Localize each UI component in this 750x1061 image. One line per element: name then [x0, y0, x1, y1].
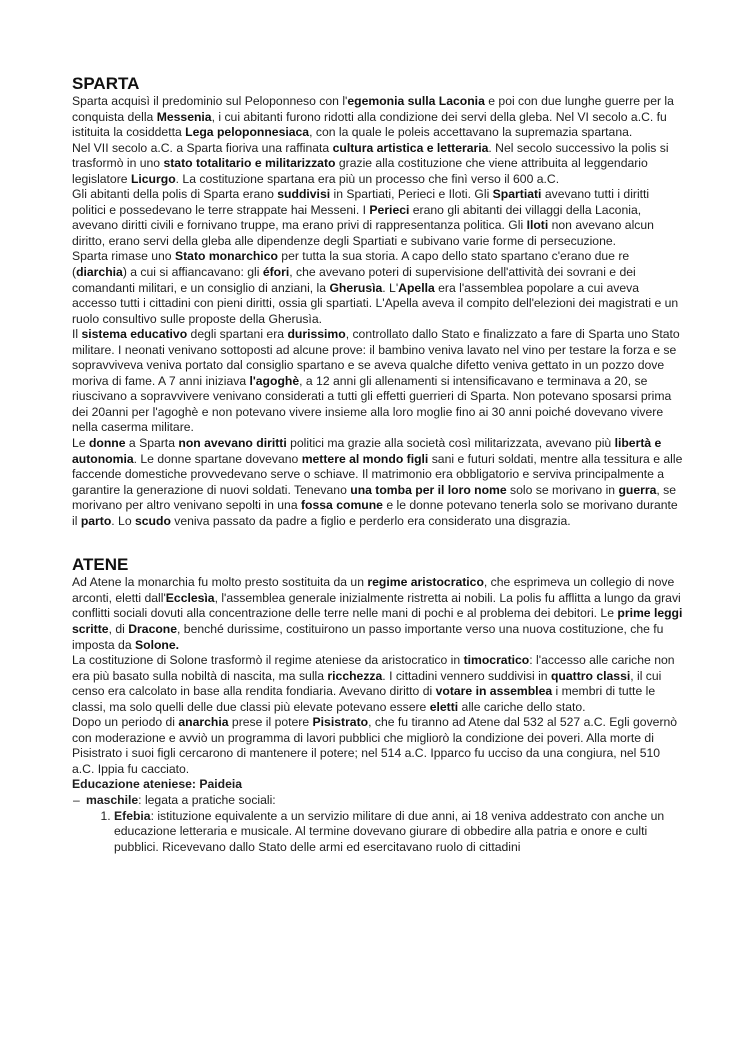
text-run: erano gli abitanti dei villaggi della Laconia, avevano diritti civili e fornivano truppe, ma erano privi di rappresentanza politica. Gli — [72, 202, 642, 233]
text-run: , con la quale le poleis accettavano la supremazia spartana. — [309, 125, 633, 140]
bold-text: eletti — [429, 699, 459, 714]
text-run: i membri di tutte le classi, ma solo quelli delle due classi più elevate potevano essere — [72, 684, 656, 714]
bold-text: scudo — [135, 513, 171, 528]
education-heading: Educazione ateniese: Paideia — [72, 777, 243, 792]
bold-text: Spartiati — [492, 187, 542, 202]
bold-text: regime aristocratico — [367, 575, 484, 590]
bold-text: Iloti — [526, 218, 549, 233]
text-run: Dopo un periodo di — [72, 715, 179, 730]
bold-text: Apella — [398, 280, 435, 295]
text-run: prese il potere — [228, 715, 313, 730]
text-run: politici ma grazie alla società così militarizzata, avevano più — [286, 436, 615, 451]
text-run: per tutta la sua storia. A capo dello stato spartano c'erano due re ( — [72, 249, 630, 280]
text-run: solo se morivano in — [506, 482, 619, 497]
bold-text: guerra — [618, 482, 657, 497]
text-run: : l'accesso alle cariche non era più basato sulla nobiltà di nascita, ma sulla — [72, 653, 675, 683]
text-run: . L' — [382, 280, 399, 295]
text-run: Gli abitanti della polis di Sparta erano — [72, 187, 278, 202]
text-run: in Spartiati, Perieci e Iloti. Gli — [330, 187, 493, 202]
bold-text: Perieci — [369, 202, 410, 217]
bold-text: non avevano diritti — [178, 436, 287, 451]
text-run: , che avevano poteri di supervisione dell'attività dei sovrani e dei comandanti militari, e un consiglio di anziani, la — [72, 265, 636, 295]
bold-text: anarchia — [178, 715, 229, 730]
bold-text: timocratico — [463, 653, 530, 668]
text-run: Sparta rimase uno — [72, 249, 175, 264]
bold-text: donne — [88, 436, 126, 451]
text-run: , che fu tiranno ad Atene dal 532 al 527 a.C. Egli governò con moderazione e avviò un programma di lavori pubblici che migliorò la condizione dei poveri. Alla morte di Pisistrato i suoi figli cercarono di mantenere il potere; nel 514 a.C. Ipparco fu ucciso da una congiura, nel 510 a.C. Ippia fu cacciato. — [72, 715, 678, 776]
text-run: grazie alla costituzione che viene attribuita al leggendario legislatore — [72, 156, 648, 186]
text-run: e poi con due lunghe guerre per la conquista della — [72, 94, 674, 124]
text-run: era l'assemblea popolare a cui aveva accesso tutti i cittadini con pieni diritti, ossia gli spartiati. L'Apella aveva il compito dell'elezioni dei magistrati e un ruolo consultivo sulle proposte della Gherusìa. — [72, 280, 679, 326]
sparta-paragraph — [72, 94, 684, 141]
text-run: . Le donne spartane dovevano — [133, 451, 302, 466]
bold-text: mettere al mondo figli — [301, 451, 429, 466]
text-run: e le donne potevano tenerla solo se morivano durante il — [72, 498, 678, 528]
bold-text: una tomba per il loro nome — [350, 482, 507, 497]
bold-text: parto — [80, 513, 112, 528]
bold-text: ricchezza — [327, 668, 383, 683]
text-run: , l'assemblea generale inizialmente ristretta ai nobili. La polis fu afflitta a lungo da gravi conflitti sociali dovuti alla concentrazione delle terre nelle mani di pochi e al problema dei debitori. Le — [72, 590, 681, 621]
text-run: , di — [108, 621, 129, 636]
sparta-paragraph — [72, 327, 684, 436]
bold-text: stato totalitario e militarizzato — [163, 156, 336, 171]
text-run: , benché durissime, costituirono un passo importante verso una nuova costituzione, che fu imposta da — [72, 621, 664, 652]
bold-text: egemonia sulla Laconia — [347, 94, 485, 108]
text-run: Nel VII secolo a.C. a Sparta fioriva una raffinata — [72, 140, 333, 155]
efebia-text: : istituzione equivalente a un servizio militare di due anni, ai 18 veniva addestrato con anche un educazione letteraria e musicale. Al termine dovevano giurare di obbedire alla patria e onore e culti pubblici. Ricevevano dallo Stato delle armi ed esercitavano ruolo di cittadini — [114, 808, 665, 854]
text-run: , controllato dallo Stato e finalizzato a fare di Sparta uno Stato militare. I neonati venivano sottoposti ad alcune prove: il bambino veniva lavato nel vino per testare la forza e se sopravviveva veniva portato dal consiglio spartano e se aveva qualche difetto veniva gettato in un pozzo dove moriva di fame. A 7 anni iniziava — [72, 327, 680, 388]
text-run: avevano tutti i diritti politici e possedevano le terre strappate hai Messeni. I — [72, 187, 650, 217]
bold-text: votare in assemblea — [435, 684, 553, 699]
text-run: Il — [72, 327, 82, 342]
bold-text: Stato monarchico — [174, 249, 278, 264]
bold-text: Gherusìa — [329, 280, 383, 295]
text-run: La costituzione di Solone trasformò il regime ateniese da aristocratico in — [72, 653, 464, 668]
text-run: . Nel secolo successivo la polis si trasformò in uno — [72, 140, 669, 171]
list-item-maschile — [72, 793, 684, 855]
bold-text: diarchia — [76, 265, 123, 280]
text-run: , i cui abitanti furono ridotti alla condizione dei servi della gleba. Nel VI secolo a.C. fu istituita la cosiddetta — [72, 109, 667, 140]
bold-text: Lega peloponnesiaca — [185, 125, 310, 140]
text-run: , che esprimeva un collegio di nove arconti, eletti dall' — [72, 575, 675, 605]
bold-text: Solone. — [135, 637, 180, 652]
text-run: Le — [72, 436, 89, 451]
atene-paragraph — [72, 653, 684, 715]
text-run: , il cui censo era calcolato in base alla rendita fondiaria. Avevano diritto di — [72, 668, 662, 699]
bold-text: prime leggi scritte — [72, 606, 683, 636]
sparta-paragraph — [72, 187, 684, 249]
text-run: sani e futuri soldati, mentre alla tessitura e alle faccende domestiche provvedevano serve o schiave. Il matrimonio era obbligatorio e serviva principalmente a garantire la generazione di nuovi soldati. Tenevano — [72, 451, 683, 497]
text-run: , se morivano per altro venivano sepolti in una — [72, 482, 677, 513]
bold-text: suddivisi — [277, 187, 331, 202]
atene-paragraph — [72, 575, 684, 653]
efebia-label: Efebia — [114, 808, 151, 823]
text-run: Sparta acquisì il predominio sul Peloponneso con l' — [72, 94, 348, 108]
text-run: , a 12 anni gli allenamenti si intensificavano e terminava a 20, se riuscivano a sopravvivere venivano considerati a tutti gli effetti guerrieri di Sparta. Non potevano sposarsi prima dei 20anni per l'agoghè e non potevano vivere insieme alla loro moglie fino ai 30 anni poiché dovevano vivere nella caserma militare. — [72, 373, 672, 435]
text-run: alle cariche dello stato. — [458, 699, 586, 714]
bold-text: sistema educativo — [81, 327, 188, 342]
bold-text: fossa comune — [301, 498, 383, 513]
text-run: ) a cui si affiancavano: gli — [122, 265, 263, 280]
text-run: veniva passato da padre a figlio e perderlo era considerato una disgrazia. — [170, 513, 571, 528]
sparta-paragraph — [72, 436, 684, 529]
text-run: non avevano alcun diritto, erano servi della gleba alle dipendenze degli Spartiati e subivano varie forme di persecuzione. — [72, 218, 654, 248]
bold-text: cultura artistica e letteraria — [332, 140, 489, 155]
bold-text: durissimo — [287, 327, 346, 342]
text-run: . La costituzione spartana era più un processo che finì verso il 600 a.C. — [175, 171, 560, 186]
list-item-efebia — [114, 809, 684, 856]
education-list — [72, 793, 684, 855]
sparta-paragraph — [72, 141, 684, 188]
bold-text: quattro classi — [550, 668, 631, 683]
bold-text: Ecclesìa — [165, 590, 215, 605]
bold-text: l'agoghè — [249, 373, 300, 388]
section-title-sparta: SPARTA — [72, 74, 140, 93]
bold-text: Dracone — [128, 621, 178, 636]
text-run: . Lo — [111, 513, 135, 528]
maschile-label: maschile — [86, 792, 139, 807]
bold-text: éfori — [262, 265, 290, 280]
maschile-sublist — [86, 809, 684, 856]
text-run: degli spartani era — [187, 327, 288, 342]
bold-text: Licurgo — [130, 171, 176, 186]
sparta-section-body — [72, 94, 684, 529]
atene-section-body — [72, 575, 684, 777]
bold-text: Messenia — [156, 109, 212, 124]
text-run: . I cittadini vennero suddivisi in — [382, 668, 551, 683]
bold-text: libertà e autonomia — [72, 436, 662, 466]
maschile-text: : legata a pratiche sociali: — [138, 792, 276, 807]
sparta-paragraph — [72, 249, 684, 327]
section-title-atene: ATENE — [72, 555, 129, 575]
bold-text: Pisistrato — [312, 715, 369, 730]
document-page — [72, 74, 684, 855]
atene-paragraph — [72, 715, 684, 777]
text-run: a Sparta — [125, 436, 179, 451]
text-run: Ad Atene la monarchia fu molto presto sostituita da un — [72, 575, 368, 590]
